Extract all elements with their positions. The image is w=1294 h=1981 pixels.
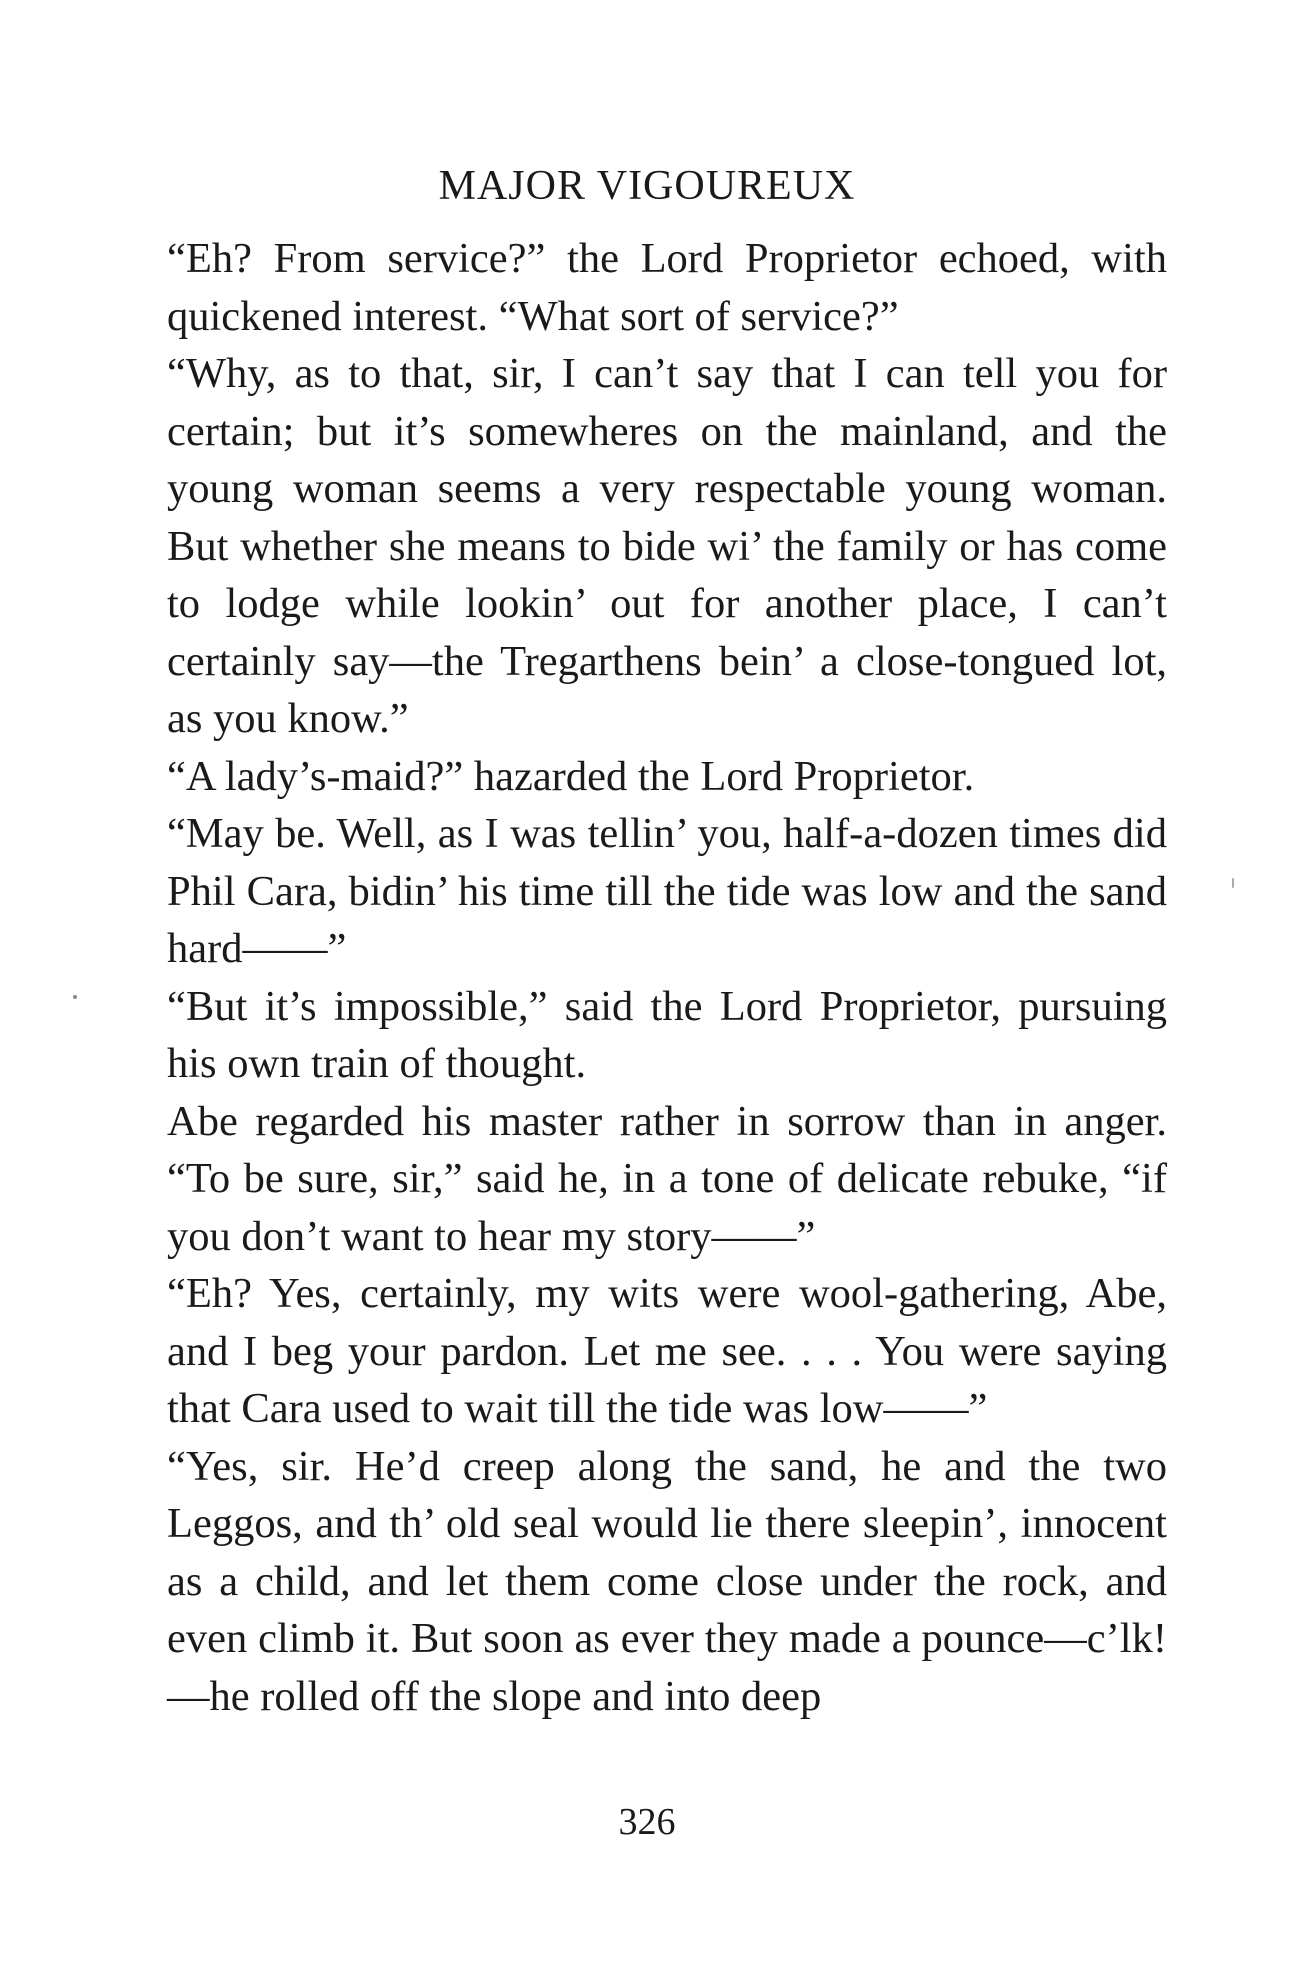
paragraph-1: “Eh? From service?” the Lord Proprietor echoed, with quickened interest. “What sort of service?”	[167, 235, 1167, 340]
paragraph-3: “A lady’s-maid?” hazarded the Lord Proprietor.	[167, 752, 975, 800]
body-text	[167, 230, 1167, 1725]
paragraph-7: “Eh? Yes, certainly, my wits were wool-gathering, Abe, and I beg your pardon. Let me see. . . . You were saying that Cara used to wait till the tide was low——”	[167, 1270, 1167, 1432]
paragraph-2: “Why, as to that, sir, I can’t say that I can tell you for certain; but it’s somewheres on the mainland, and the young woman seems a very respectable young woman. But whether she means to bide wi’ the family or has come to lodge while lookin’ out for another place, I can’t certainly say—the Tregarthens bein’ a close-tongued lot, as you know.”	[167, 350, 1167, 742]
paragraph-4: “May be. Well, as I was tellin’ you, half-a-dozen times did Phil Cara, bidin’ his time till the tide was low and the sand hard——”	[167, 810, 1167, 972]
running-head: MAJOR VIGOUREUX	[438, 163, 856, 209]
paragraph-5: “But it’s impossible,” said the Lord Proprietor, pursuing his own train of thought.	[167, 982, 1167, 1087]
scan-speck	[73, 995, 77, 999]
paragraph-6: Abe regarded his master rather in sorrow than in anger. “To be sure, sir,” said he, in a tone of delicate rebuke, “if you don’t want to hear my story——”	[167, 1097, 1167, 1260]
paragraph-8: “Yes, sir. He’d creep along the sand, he and the two Leggos, and th’ old seal would lie there sleepin’, innocent as a child, and let them come close under the rock, and even climb it. But soon as ever they made a pounce—c’lk!—he rolled off the slope and into deep	[167, 1442, 1167, 1720]
page-number: 326	[618, 1801, 676, 1843]
scan-speck	[1232, 878, 1234, 888]
